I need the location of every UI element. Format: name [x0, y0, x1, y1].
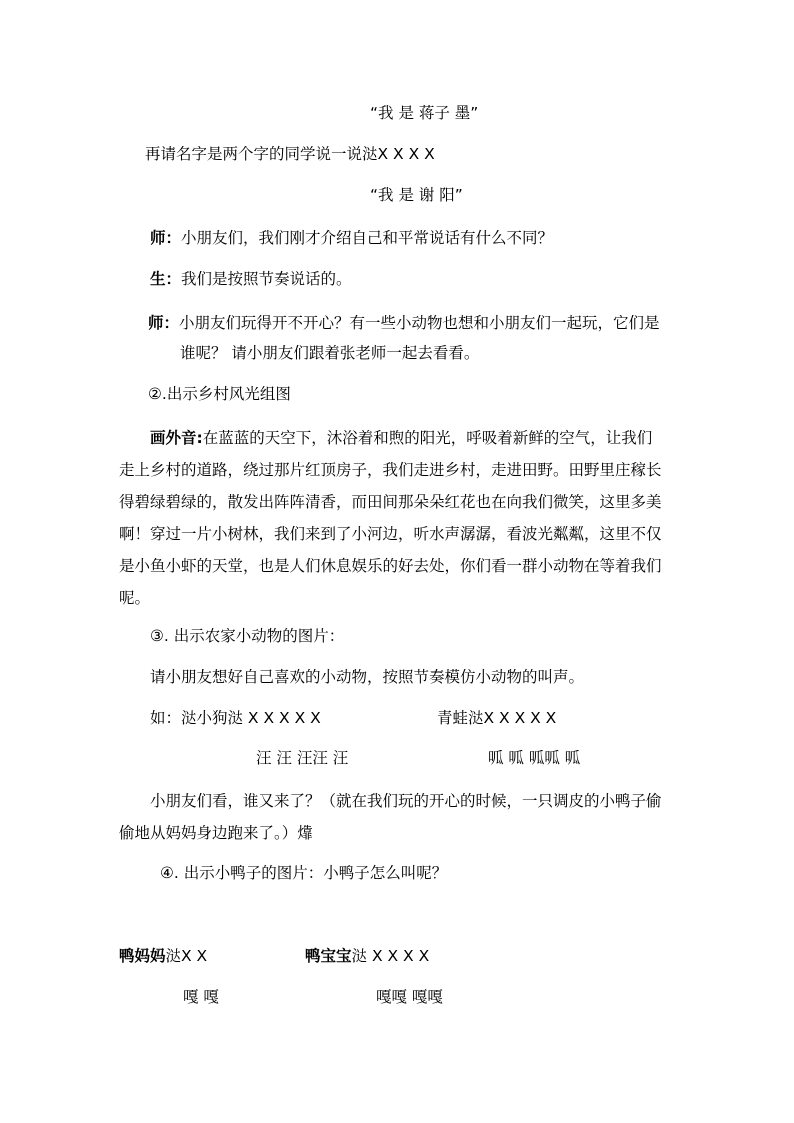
teacher-question-line — [150, 228, 553, 248]
sound-dog: 汪 汪 汪汪 汪 — [256, 749, 349, 767]
baby-duck-label: 鸭宝宝 — [305, 947, 352, 965]
narration-line-6: 呢。 — [119, 589, 151, 607]
narration-label: 画外音: — [150, 429, 203, 447]
story-line-2: 偷地从妈妈身边跑来了。）㸆 — [119, 824, 313, 842]
step-4-heading: ④. 出示小鸭子的图片：小鸭子怎么叫呢？ — [160, 864, 448, 882]
rhythm-baby-duck — [305, 946, 429, 966]
rhythm-mother-duck — [119, 946, 207, 966]
sound-baby-duck: 嘎嘎 嘎嘎 — [376, 988, 443, 1006]
narration-text-1: 在蓝蓝的天空下，沐浴着和煦的阳光，呼吸着新鲜的空气，让我们 — [202, 429, 653, 447]
narration-line-4: 啊！穿过一片小树林，我们来到了小河边，听水声潺潺，看波光粼粼，这里不仅 — [119, 525, 662, 543]
sound-frog: 呱 呱 呱呱 呱 — [488, 749, 581, 767]
mother-duck-label: 鸭妈妈 — [119, 947, 166, 965]
rhythm-frog: 青蛙㳠X X X X X — [437, 709, 557, 727]
example-line-jiang: “我 是 蒋子 墨” — [370, 104, 479, 122]
teacher-prompt-continued: 谁呢？ 请小朋友们跟着张老师一起去看看。 — [180, 344, 480, 362]
narration-line-5: 是小鱼小虾的天堂，也是人们休息娱乐的好去处，你们看一群小动物在等着我们 — [119, 557, 662, 575]
speaker-label-teacher: 师： — [148, 314, 180, 332]
step-3-heading: ③. 出示农家小动物的图片： — [150, 627, 345, 645]
speaker-label-teacher: 师： — [150, 229, 182, 247]
baby-duck-rhythm: 㳠 X X X X — [351, 947, 430, 965]
teacher-prompt-line — [148, 313, 660, 333]
step-2-heading: ②.出示乡村风光组图 — [148, 385, 291, 403]
sound-mother-duck: 嘎 嘎 — [183, 988, 219, 1006]
teacher-prompt-text: 小朋友们玩得开不开心？有一些小动物也想和小朋友们一起玩，它们是 — [179, 314, 660, 332]
teacher-question-text: 小朋友们，我们刚才介绍自己和平常说话有什么不同？ — [181, 229, 554, 247]
student-answer-text: 我们是按照节奏说话的。 — [181, 270, 352, 288]
narration-line-2: 走上乡村的道路，绕过那片红顶房子，我们走进乡村，走进田野。田野里庄稼长 — [119, 461, 662, 479]
mother-duck-rhythm: 㳠X X — [165, 947, 208, 965]
speaker-label-student: 生： — [150, 270, 182, 288]
example-line-xie: “我 是 谢 阳” — [370, 186, 463, 204]
student-answer-line — [150, 269, 352, 289]
story-line-1: 小朋友们看，谁又来了？（就在我们玩的开心的时候，一只调皮的小鸭子偷 — [150, 792, 662, 810]
imitation-instruction: 请小朋友想好自己喜欢的小动物，按照节奏模仿小动物的叫声。 — [150, 668, 585, 686]
narration-line-3: 得碧绿碧绿的，散发出阵阵清香，而田间那朵朵红花也在向我们微笑，这里多美 — [119, 493, 662, 511]
narration-line-1 — [150, 428, 652, 448]
rhythm-dog: 如：㳠小狗㳠 X X X X X — [150, 709, 321, 727]
instruction-two-char-names: 再请名字是两个字的同学说一说㳠X X X X — [145, 145, 435, 163]
